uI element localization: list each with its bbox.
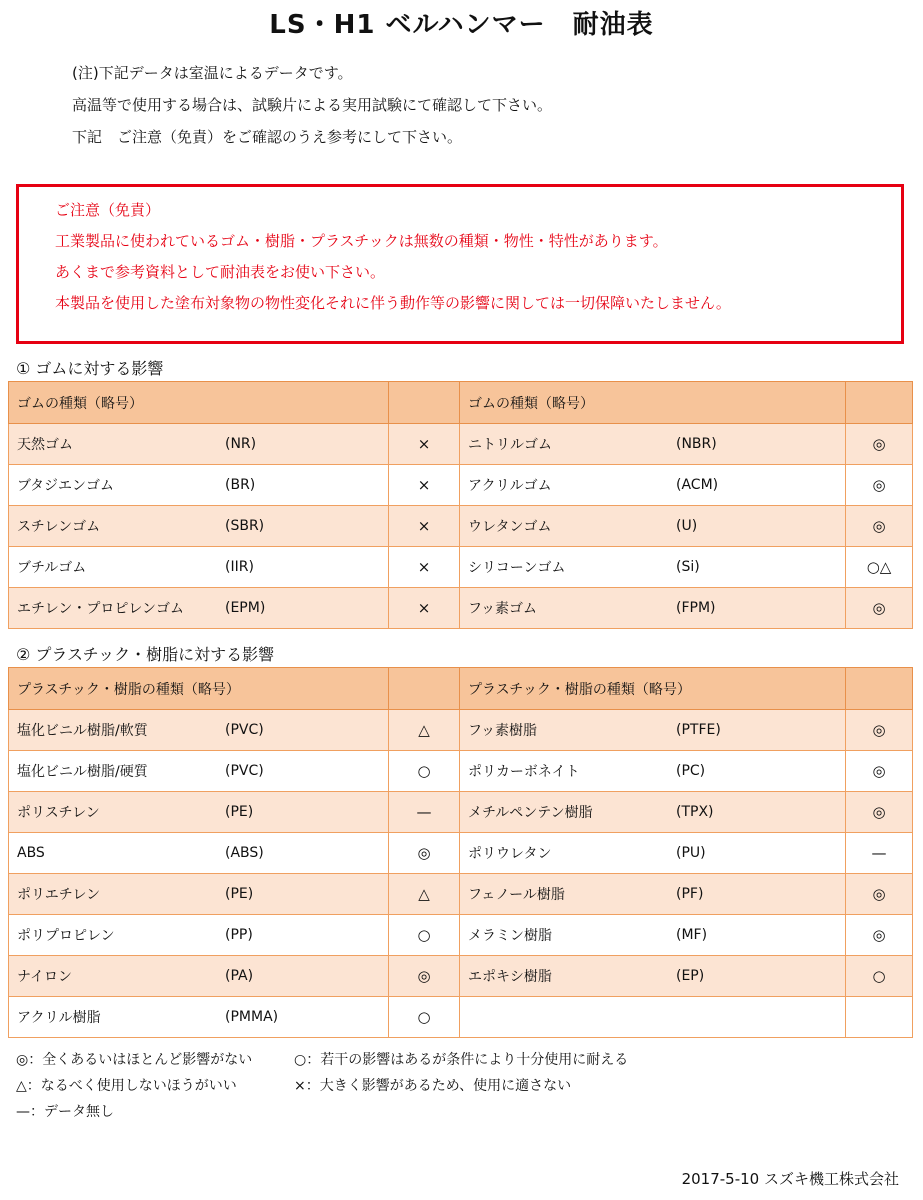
material-abbreviation: (EP) (676, 968, 705, 984)
material-cell (9, 874, 389, 915)
material-name: ポリカーボネイト (468, 764, 580, 780)
material-name: ナイロン (17, 969, 73, 985)
material-name: ニトリルゴム (468, 437, 552, 453)
resistance-mark: × (389, 424, 460, 465)
table-row (9, 424, 913, 465)
caution-heading: ご注意（免責） (55, 201, 161, 219)
resistance-mark: ○ (846, 956, 913, 997)
material-abbreviation: (NR) (225, 436, 257, 452)
resistance-mark: ◎ (846, 588, 913, 629)
material-abbreviation: (PC) (676, 763, 706, 779)
material-abbreviation: (MF) (676, 927, 708, 943)
header-type-left: プラスチック・樹脂の種類（略号） (9, 668, 389, 710)
page-title: LS・H1 ベルハンマー 耐油表 (269, 10, 654, 40)
note-line: 高温等で使用する場合は、試験片による実用試験にて確認して下さい。 (72, 96, 553, 114)
material-name: フッ素樹脂 (468, 723, 538, 739)
legend-triangle: △：なるべく使用しないほうがいい (16, 1078, 237, 1094)
material-cell (9, 710, 389, 751)
material-cell (460, 547, 846, 588)
material-cell (9, 506, 389, 547)
material-name: ブチルゴム (17, 560, 87, 576)
material-abbreviation: (BR) (225, 477, 256, 493)
material-cell (460, 588, 846, 629)
material-abbreviation: (PE) (225, 804, 254, 820)
table-row (9, 956, 913, 997)
material-abbreviation: (PTFE) (676, 722, 721, 738)
resistance-mark: ◎ (846, 710, 913, 751)
material-name: アクリル樹脂 (17, 1010, 101, 1026)
material-name: エチレン・プロピレンゴム (17, 601, 185, 617)
material-abbreviation: (PU) (676, 845, 706, 861)
material-abbreviation: (PA) (225, 968, 254, 984)
note-line: (注)下記データは室温によるデータです。 (72, 64, 353, 82)
material-abbreviation: (PE) (225, 886, 254, 902)
legend-dash: —：データ無し (16, 1104, 114, 1120)
material-cell (460, 465, 846, 506)
material-cell (9, 833, 389, 874)
material-cell (9, 997, 389, 1038)
material-abbreviation: (TPX) (676, 804, 714, 820)
header-mark-left (389, 668, 460, 710)
resistance-mark: △ (389, 874, 460, 915)
material-cell (460, 874, 846, 915)
material-cell (9, 588, 389, 629)
notes (72, 62, 552, 158)
material-cell (9, 915, 389, 956)
legend (16, 1050, 629, 1128)
material-name: フェノール樹脂 (468, 887, 565, 903)
material-cell (460, 751, 846, 792)
rubber-table (8, 381, 913, 629)
material-abbreviation: (PP) (225, 927, 253, 943)
table-row (9, 915, 913, 956)
material-abbreviation: (EPM) (225, 600, 266, 616)
material-cell (460, 792, 846, 833)
material-name: フッ素ゴム (468, 601, 538, 617)
table-row (9, 833, 913, 874)
material-abbreviation: (NBR) (676, 436, 717, 452)
material-cell (9, 465, 389, 506)
header-mark-right (846, 668, 913, 710)
material-name: ポリウレタン (468, 846, 552, 862)
table-row (9, 792, 913, 833)
legend-cross: ×：大きく影響があるため、使用に適さない (294, 1078, 572, 1094)
header-type-left: ゴムの種類（略号） (9, 382, 389, 424)
resistance-mark: — (389, 792, 460, 833)
material-name: メラミン樹脂 (468, 928, 552, 944)
material-name: ABS (17, 845, 45, 861)
material-abbreviation: (U) (676, 518, 698, 534)
resistance-mark: ◎ (389, 956, 460, 997)
resistance-mark: × (389, 506, 460, 547)
material-cell (9, 751, 389, 792)
resistance-mark: ○ (389, 915, 460, 956)
resistance-mark: × (389, 547, 460, 588)
caution-line: あくまで参考資料として耐油表をお使い下さい。 (55, 263, 386, 281)
resistance-mark: × (389, 465, 460, 506)
resistance-mark (846, 997, 913, 1038)
material-abbreviation: (SBR) (225, 518, 265, 534)
header-mark-left (389, 382, 460, 424)
header-type-right: ゴムの種類（略号） (460, 382, 846, 424)
material-name: スチレンゴム (17, 519, 101, 535)
resistance-mark: ◎ (846, 915, 913, 956)
table-header-row (9, 382, 913, 424)
resistance-mark: ◎ (846, 792, 913, 833)
material-name: 塩化ビニル樹脂/硬質 (17, 764, 148, 780)
resistance-mark: ○ (389, 997, 460, 1038)
legend-circle: ○：若干の影響はあるが条件により十分使用に耐える (294, 1052, 629, 1068)
resistance-mark: ◎ (846, 424, 913, 465)
material-abbreviation: (FPM) (676, 600, 716, 616)
table-row (9, 874, 913, 915)
material-abbreviation: (IIR) (225, 559, 254, 575)
material-cell (460, 833, 846, 874)
rubber-section-title: ① ゴムに対する影響 (16, 359, 164, 378)
table-row (9, 751, 913, 792)
table-row (9, 465, 913, 506)
legend-double-circle: ◎：全くあるいはほとんど影響がない (16, 1052, 253, 1068)
plastic-section-title: ② プラスチック・樹脂に対する影響 (16, 645, 275, 664)
material-abbreviation: (PVC) (225, 722, 264, 738)
material-name: 塩化ビニル樹脂/軟質 (17, 723, 148, 739)
caution-line: 本製品を使用した塗布対象物の物性変化それに伴う動作等の影響に関しては一切保障いたしません。 (55, 294, 731, 312)
material-abbreviation: (Si) (676, 559, 700, 575)
material-abbreviation: (ABS) (225, 845, 264, 861)
material-cell (9, 792, 389, 833)
table-row (9, 710, 913, 751)
material-abbreviation: (PMMA) (225, 1009, 279, 1025)
material-abbreviation: (PF) (676, 886, 704, 902)
table-row (9, 506, 913, 547)
material-name: アクリルゴム (468, 478, 552, 494)
table-row (9, 588, 913, 629)
resistance-mark: ◎ (846, 506, 913, 547)
material-name: ウレタンゴム (468, 519, 552, 535)
resistance-mark: ◎ (846, 874, 913, 915)
material-name: ブタジエンゴム (17, 478, 115, 494)
material-cell (460, 915, 846, 956)
header-type-right: プラスチック・樹脂の種類（略号） (460, 668, 846, 710)
material-name: エポキシ樹脂 (468, 969, 552, 985)
material-name: 天然ゴム (17, 437, 73, 453)
footer-company: 2017-5-10 スズキ機工株式会社 (681, 1170, 899, 1188)
resistance-mark: ○ (389, 751, 460, 792)
plastic-table (8, 667, 913, 1038)
note-line: 下記 ご注意（免責）をご確認のうえ参考にして下さい。 (72, 128, 463, 146)
resistance-mark: ◎ (389, 833, 460, 874)
table-row (9, 997, 913, 1038)
material-name: ポリスチレン (17, 805, 100, 821)
caution-box (16, 184, 904, 344)
material-cell (460, 424, 846, 465)
material-name: メチルペンテン樹脂 (468, 805, 593, 821)
material-cell (9, 424, 389, 465)
resistance-mark: ◎ (846, 751, 913, 792)
material-cell (460, 710, 846, 751)
header-mark-right (846, 382, 913, 424)
resistance-mark: ○△ (846, 547, 913, 588)
material-abbreviation: (ACM) (676, 477, 719, 493)
material-abbreviation: (PVC) (225, 763, 264, 779)
resistance-mark: — (846, 833, 913, 874)
resistance-mark: △ (389, 710, 460, 751)
material-name: シリコーンゴム (468, 560, 566, 576)
material-cell (460, 956, 846, 997)
table-header-row (9, 668, 913, 710)
caution-line: 工業製品に使われているゴム・樹脂・プラスチックは無数の種類・物性・特性があります。 (55, 232, 668, 250)
table-row (9, 547, 913, 588)
resistance-mark: ◎ (846, 465, 913, 506)
material-name: ポリプロピレン (17, 928, 115, 944)
material-cell (460, 506, 846, 547)
material-name: ポリエチレン (17, 887, 101, 903)
resistance-mark: × (389, 588, 460, 629)
material-cell (460, 997, 846, 1038)
material-cell (9, 956, 389, 997)
material-cell (9, 547, 389, 588)
